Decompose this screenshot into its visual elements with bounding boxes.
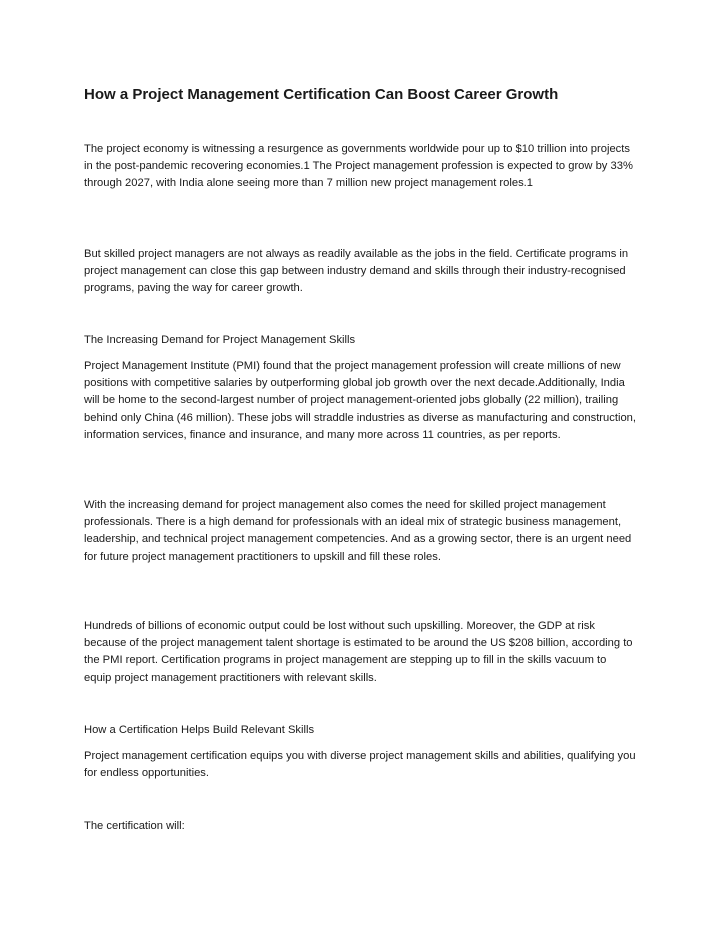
section-heading-demand: The Increasing Demand for Project Management Skills bbox=[84, 334, 356, 346]
paragraph-economic-output: Hundreds of billions of economic output could be lost without such upskilling. Moreover, the GDP at risk because of the project management talent shortage is estimated to be around the US $208 billion, according to the PMI report. Certification programs in project management are stepping up to fill in the skills vacuum to equip project management practitioners with relevant skills. bbox=[84, 620, 633, 684]
section-heading-certification: How a Certification Helps Build Relevant Skills bbox=[84, 724, 315, 736]
paragraph-skilled-professionals: With the increasing demand for project management also comes the need for skilled project management professionals. There is a high demand for professionals with an ideal mix of strategic business management, leadership, and technical project management competencies. And as a growing sector, there is an urgent need for future project management practitioners to upskill and fill these roles. bbox=[84, 499, 632, 563]
paragraph-certification-equips: Project management certification equips you with diverse project management skills and abilities, qualifying you for endless opportunities. bbox=[84, 750, 636, 780]
paragraph-certification-will: The certification will: bbox=[84, 820, 185, 832]
document-title: How a Project Management Certification Can Boost Career Growth bbox=[84, 86, 559, 103]
paragraph-skills-gap: But skilled project managers are not always as readily available as the jobs in the field. Certificate programs in project management can close this gap between industry demand and skills through their industry-recognised programs, paving the way for career growth. bbox=[84, 248, 629, 295]
paragraph-pmi-findings: Project Management Institute (PMI) found that the project management profession will create millions of new positions with competitive salaries by outperforming global job growth over the next decade.Additionally, India will be home to the second-largest number of project management-oriented jobs globally (22 million), trailing behind only China (46 million). These jobs will straddle industries as diverse as manufacturing and construction, information services, finance and insurance, and many more across 11 countries, as per reports. bbox=[84, 360, 636, 441]
paragraph-intro: The project economy is witnessing a resurgence as governments worldwide pour up to $10 trillion into projects in the post-pandemic recovering economies.1 The Project management profession is expected to grow by 33% through 2027, with India alone seeing more than 7 million new project management roles.1 bbox=[84, 143, 633, 190]
